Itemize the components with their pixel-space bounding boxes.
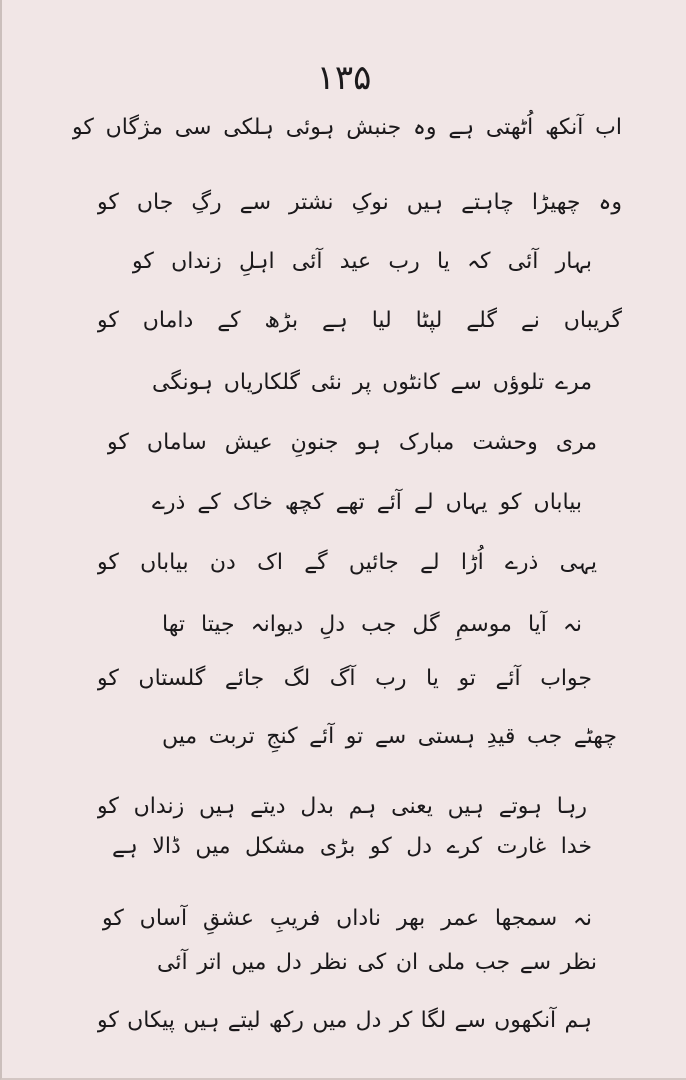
verse-line-6: مری وحشت مبارک ہو جنونِ عیش ساماں کو (107, 430, 597, 455)
verse-line-14: نہ سمجھا عمر بھر ناداں فریبِ عشقِ آساں کو (102, 906, 592, 931)
verse-line-9: نہ آیا موسمِ گل جب دلِ دیوانہ جیتا تھا (162, 612, 582, 637)
page-number: ۱۳۵ (316, 58, 372, 98)
verse-line-8: یہی ذرے اُڑا لے جائیں گے اک دن بیاباں کو (97, 550, 597, 575)
verse-line-13: خدا غارت کرے دل کو بڑی مشکل میں ڈالا ہے (112, 834, 592, 859)
verse-line-11: چھٹے جب قیدِ ہستی سے تو آئے کنجِ تربت میں (162, 724, 617, 749)
verse-line-12: رہا ہوتے ہیں یعنی ہم بدل دیتے ہیں زنداں کو (97, 794, 587, 819)
verse-line-5: مرے تلوؤں سے کانٹوں پر نئی گلکاریاں ہونگی (152, 370, 592, 395)
verse-line-4: گریباں نے گلے لپٹا لیا ہے بڑھ کے داماں کو (97, 308, 622, 333)
verse-line-3: بہار آئی کہ یا رب عید آئی اہلِ زنداں کو (132, 249, 592, 274)
verse-line-15: نظر سے جب ملی ان کی نظر دل میں اتر آئی (157, 950, 597, 975)
verse-line-1: اب آنکھ اُٹھتی ہے وہ جنبش ہوئی ہلکی سی مژگاں کو (72, 115, 622, 140)
verse-line-2: وہ چھیڑا چاہتے ہیں نوکِ نشتر سے رگِ جاں کو (97, 190, 622, 215)
verse-line-7: بیاباں کو یہاں لے آئے تھے کچھ خاک کے ذرے (152, 490, 582, 515)
verse-line-10: جواب آئے تو یا رب آگ لگ جائے گلستاں کو (97, 666, 592, 691)
verse-line-16: ہم آنکھوں سے لگا کر دل میں رکھ لیتے ہیں پیکاں کو (97, 1008, 592, 1033)
